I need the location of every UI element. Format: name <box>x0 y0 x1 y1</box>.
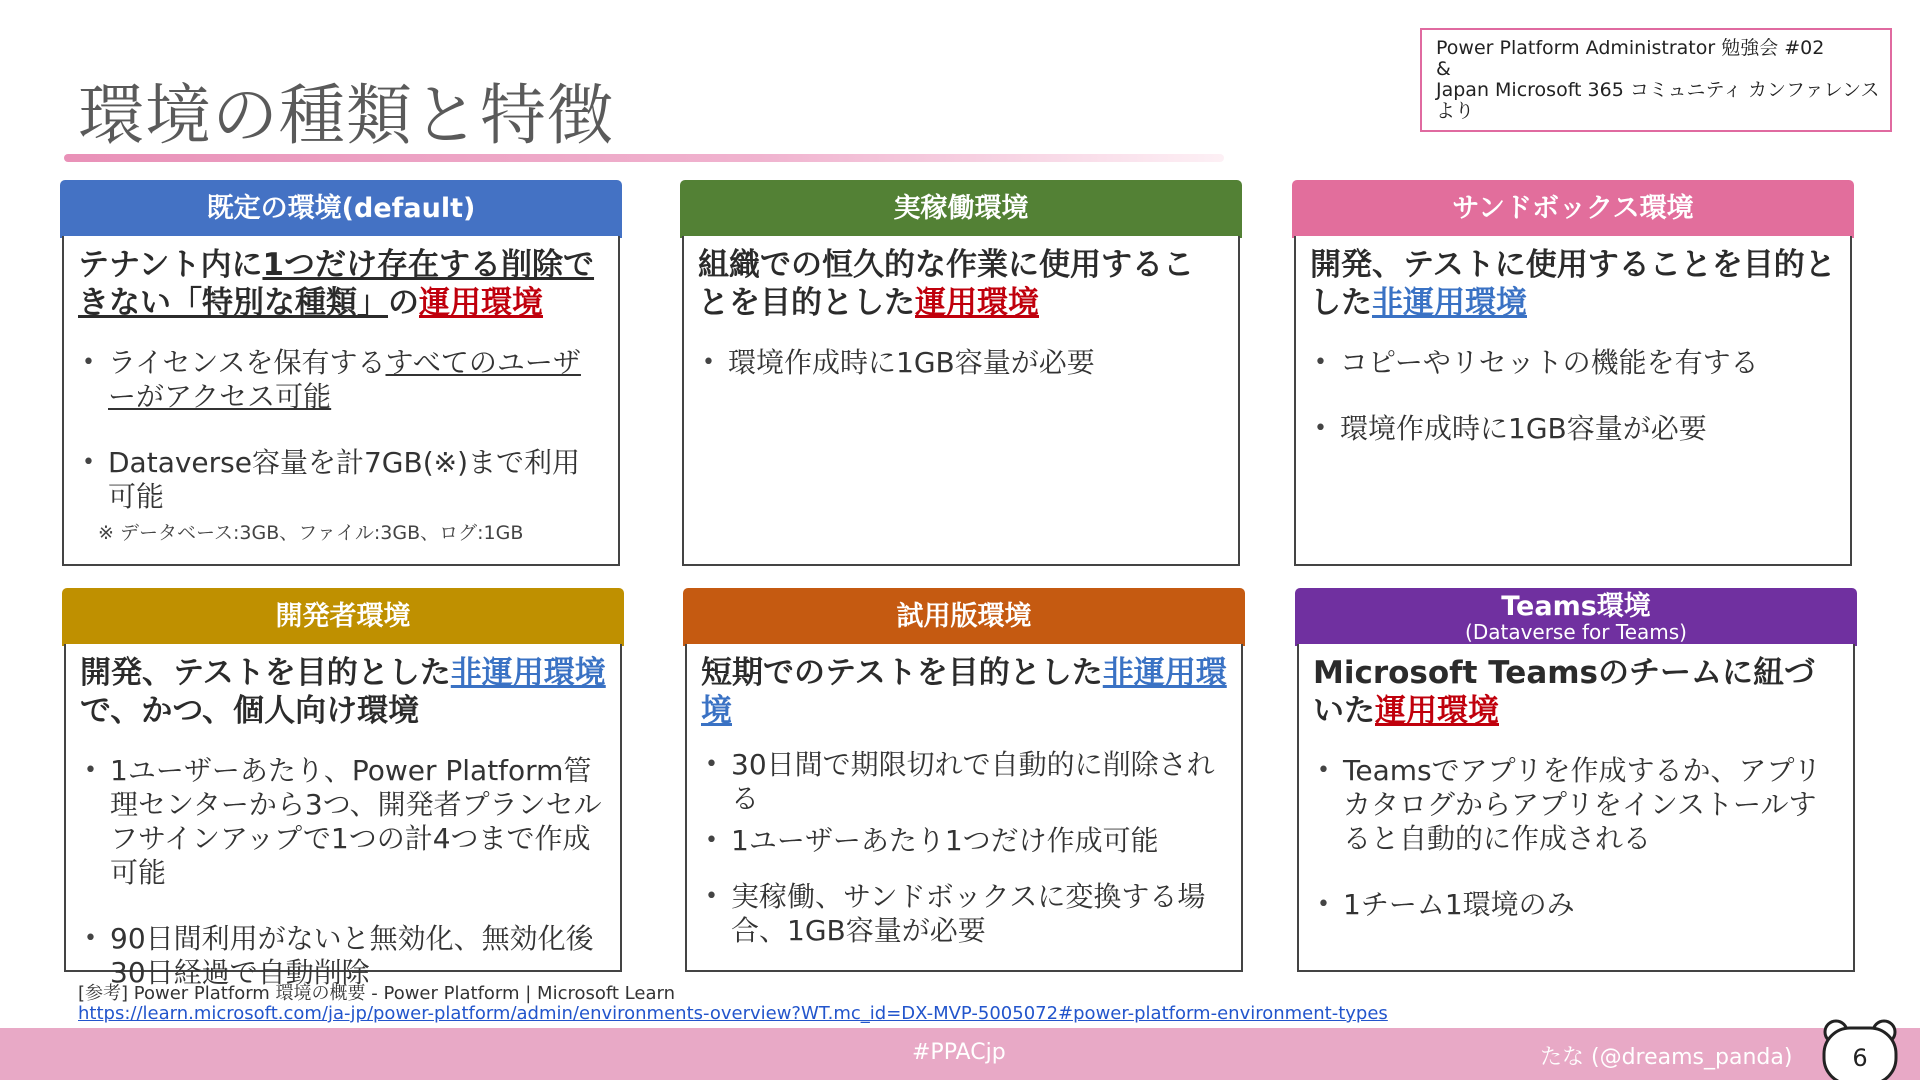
bullet-text: 実稼働、サンドボックスに変換する場合、1GB容量が必要 <box>731 880 1206 947</box>
bullet-item <box>78 346 604 414</box>
reference-text: [参考] Power Platform 環境の概要 - Power Platform | Microsoft Learn <box>78 983 675 1004</box>
bullet-item <box>701 824 1227 858</box>
bullet-list <box>701 748 1227 948</box>
lead-highlight: 非運用環境 <box>701 655 1227 729</box>
lead-text: 開発、テストを目的とした <box>80 655 451 691</box>
bullet-item <box>1310 346 1836 380</box>
card-lead <box>80 654 606 730</box>
card-header <box>1295 588 1857 646</box>
card-developer-environment <box>62 588 624 989</box>
hashtag: #PPACjp <box>912 1040 1006 1065</box>
source-line: より <box>1436 100 1475 122</box>
bullet-list <box>1310 346 1836 446</box>
bullet-text: ライセンスを保有する <box>108 346 386 379</box>
lead-text: 短期でのテストを目的とした <box>701 655 1103 691</box>
card-header <box>683 588 1245 646</box>
source-line: Power Platform Administrator 勉強会 #02 <box>1436 37 1825 59</box>
bullet-text: 1ユーザーあたり1つだけ作成可能 <box>731 824 1159 857</box>
card-header-label: サンドボックス環境 <box>1452 193 1694 224</box>
bullet-list <box>80 754 606 990</box>
card-header-label: 開発者環境 <box>275 601 411 632</box>
lead-text: 組織での恒久的な作業に使用することを目的とした <box>698 247 1194 321</box>
card-body <box>62 236 620 566</box>
card-lead <box>78 246 604 322</box>
card-header <box>62 588 624 646</box>
source-box <box>1420 28 1892 132</box>
card-production-environment <box>680 180 1242 566</box>
page-title: 環境の種類と特徴 <box>78 77 614 154</box>
card-header <box>680 180 1242 238</box>
card-teams-environment <box>1295 588 1857 972</box>
lead-text: テナント内に <box>78 247 263 283</box>
card-header-label: 試用版環境 <box>896 601 1032 632</box>
bullet-text: Dataverse容量を計7GB(※)まで利用可能 <box>108 446 581 513</box>
card-trial-environment <box>683 588 1245 972</box>
bullet-text: 1チーム1環境のみ <box>1343 888 1575 921</box>
bullet-underlined: すべてのユーザーがアクセス可能 <box>108 346 581 413</box>
bullet-text: 1ユーザーあたり、Power Platform管理センターから3つ、開発者プランセルフサインアップで1つの計4つまで作成可能 <box>110 754 602 889</box>
card-header-label: 既定の環境(default) <box>206 193 476 224</box>
bullet-text: Teamsでアプリを作成するか、アプリカタログからアプリをインストールすると自動的に作成される <box>1343 754 1822 855</box>
bullet-list <box>78 346 604 514</box>
card-sandbox-environment <box>1292 180 1854 566</box>
lead-underlined: 1つだけ存在する削除できない「特別な種類」 <box>78 247 595 321</box>
author-credit: たな (@dreams_panda) <box>1540 1045 1793 1070</box>
bullet-text: コピーやリセットの機能を有する <box>1340 346 1759 379</box>
card-default-environment <box>60 180 622 566</box>
bullet-item <box>80 754 606 890</box>
lead-text: の <box>388 285 419 321</box>
bullet-item <box>701 880 1227 948</box>
bullet-list <box>698 346 1224 380</box>
lead-highlight: 運用環境 <box>1375 693 1499 729</box>
bullet-text: 90日間利用がないと無効化、無効化後30日経過で自動削除 <box>110 922 594 989</box>
card-lead <box>698 246 1224 322</box>
page-number: 6 <box>1852 1044 1868 1072</box>
reference-link[interactable]: https://learn.microsoft.com/ja-jp/power-platform/admin/environments-overview?WT.mc_id=DX-MVP-5005072#power-platform-environment-types <box>78 1003 1388 1024</box>
bullet-item <box>1310 412 1836 446</box>
bullet-text: 30日間で期限切れで自動的に削除される <box>731 748 1215 815</box>
lead-highlight: 非運用環境 <box>450 655 606 691</box>
card-header-label: 実稼働環境 <box>893 193 1029 224</box>
lead-text: で、かつ、個人向け環境 <box>80 693 420 729</box>
card-body <box>682 236 1240 566</box>
page-number-badge <box>1820 1018 1900 1080</box>
card-header-sublabel: (Dataverse for Teams) <box>1465 620 1687 644</box>
card-lead <box>1310 246 1836 322</box>
card-header <box>60 180 622 238</box>
lead-text: Microsoft Teamsのチームに紐づいた <box>1313 655 1816 729</box>
lead-highlight: 非運用環境 <box>1372 285 1527 321</box>
card-header-label: Teams環境 <box>1501 591 1651 622</box>
lead-highlight: 運用環境 <box>419 285 543 321</box>
card-body <box>1297 644 1855 972</box>
card-lead <box>701 654 1227 730</box>
bear-icon <box>1820 1018 1900 1080</box>
card-body <box>1294 236 1852 566</box>
lead-text: 開発、テストに使用することを目的とした <box>1310 247 1836 321</box>
bullet-item <box>698 346 1224 380</box>
bullet-item <box>80 922 606 990</box>
lead-highlight: 運用環境 <box>915 285 1039 321</box>
card-header <box>1292 180 1854 238</box>
bullet-list <box>1313 754 1839 922</box>
card-body <box>685 644 1243 972</box>
card-lead <box>1313 654 1839 730</box>
bullet-item <box>701 748 1227 816</box>
card-body <box>64 644 622 989</box>
bullet-text: 環境作成時に1GB容量が必要 <box>1340 412 1707 445</box>
capacity-note: ※ データベース:3GB、ファイル:3GB、ログ:1GB <box>98 522 524 544</box>
title-underline <box>64 154 1224 162</box>
source-line: & <box>1436 58 1451 80</box>
reference <box>78 984 1388 1024</box>
bullet-item <box>78 446 604 514</box>
bullet-item <box>1313 754 1839 856</box>
bullet-item <box>1313 888 1839 922</box>
source-line: Japan Microsoft 365 コミュニティ カンファレンス <box>1436 79 1880 101</box>
bullet-text: 環境作成時に1GB容量が必要 <box>728 346 1095 379</box>
